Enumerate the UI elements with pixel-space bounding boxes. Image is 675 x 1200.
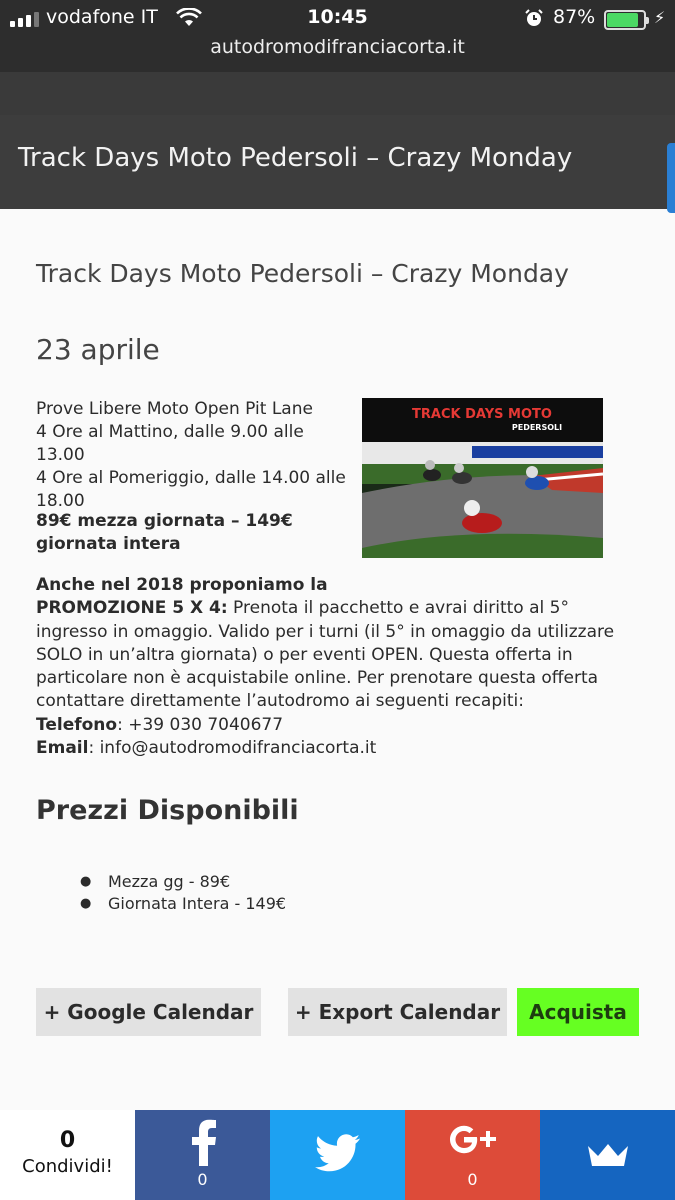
promo-text: Prenota il pacchetto e avrai diritto al 5° ingresso in omaggio. Valido per i turni (il 5° in omaggio da utilizzare SOLO in un’altra giornata) o per eventi OPEN. Questa offerta in particolare non è acquistabile online. Per prenotare questa offerta contattare direttamente l’autodromo ai seguenti recapiti:: [36, 598, 615, 712]
share-total: [0, 1110, 135, 1200]
charging-icon: ⚡: [654, 8, 666, 27]
description-line: 4 Ore al Pomeriggio, dalle 14.00 alle 18.00: [36, 468, 346, 511]
status-bar: [0, 0, 675, 72]
description-line: Prove Libere Moto Open Pit Lane: [36, 399, 313, 419]
promo-block: [36, 574, 640, 760]
side-tab-handle[interactable]: [667, 143, 675, 213]
email-value[interactable]: : info@autodromodifranciacorta.it: [88, 738, 377, 759]
event-date: 23 aprile: [36, 333, 160, 366]
google-calendar-button[interactable]: + Google Calendar: [36, 988, 261, 1036]
event-title: Track Days Moto Pedersoli – Crazy Monday: [36, 259, 569, 288]
crown-icon: [540, 1142, 675, 1174]
phone-label: Telefono: [36, 714, 118, 735]
share-bar: [0, 1110, 675, 1200]
email-label: Email: [36, 738, 89, 759]
price-summary: 89€ mezza giornata – 149€ giornata intera: [36, 511, 293, 554]
promo-intro: Anche nel 2018 proponiamo la: [36, 575, 328, 595]
clock: 10:45: [307, 6, 368, 28]
image-subline: PEDERSOLI: [511, 423, 563, 432]
phone-value[interactable]: : +39 030 7040677: [117, 714, 284, 735]
description-line: 4 Ore al Mattino, dalle 9.00 alle 13.00: [36, 422, 304, 465]
twitter-share-button[interactable]: [270, 1110, 405, 1200]
address-bar-url[interactable]: autodromodifranciacorta.it: [210, 36, 465, 58]
facebook-share-button[interactable]: [135, 1110, 270, 1200]
googleplus-icon: [405, 1124, 540, 1160]
page-title-bar: [0, 115, 675, 209]
facebook-count: 0: [197, 1170, 208, 1189]
share-total-label: Condividi!: [22, 1156, 113, 1177]
battery-percent: 87%: [553, 6, 596, 28]
site-nav-band: [0, 72, 675, 115]
alarm-icon: [524, 8, 544, 33]
googleplus-count: 0: [467, 1170, 478, 1189]
buy-button[interactable]: Acquista: [517, 988, 639, 1036]
battery-icon: [604, 10, 646, 30]
price-item: ● Mezza gg - 89€: [108, 871, 286, 893]
event-image: [362, 398, 603, 558]
share-total-count: 0: [59, 1128, 76, 1153]
page-title: Track Days Moto Pedersoli – Crazy Monday: [18, 143, 573, 173]
price-list: [108, 871, 286, 915]
facebook-icon: [135, 1118, 270, 1170]
price-item: ● Giornata Intera - 149€: [108, 893, 286, 915]
googleplus-share-button[interactable]: [405, 1110, 540, 1200]
promo-name: PROMOZIONE 5 X 4:: [36, 598, 228, 619]
image-headline: TRACK DAYS MOTO: [412, 407, 552, 422]
event-description: [36, 398, 356, 513]
prices-heading: Prezzi Disponibili: [36, 795, 299, 826]
export-calendar-button[interactable]: + Export Calendar: [288, 988, 507, 1036]
twitter-icon: [270, 1134, 405, 1176]
more-share-button[interactable]: [540, 1110, 675, 1200]
carrier-label: vodafone IT: [46, 6, 158, 28]
